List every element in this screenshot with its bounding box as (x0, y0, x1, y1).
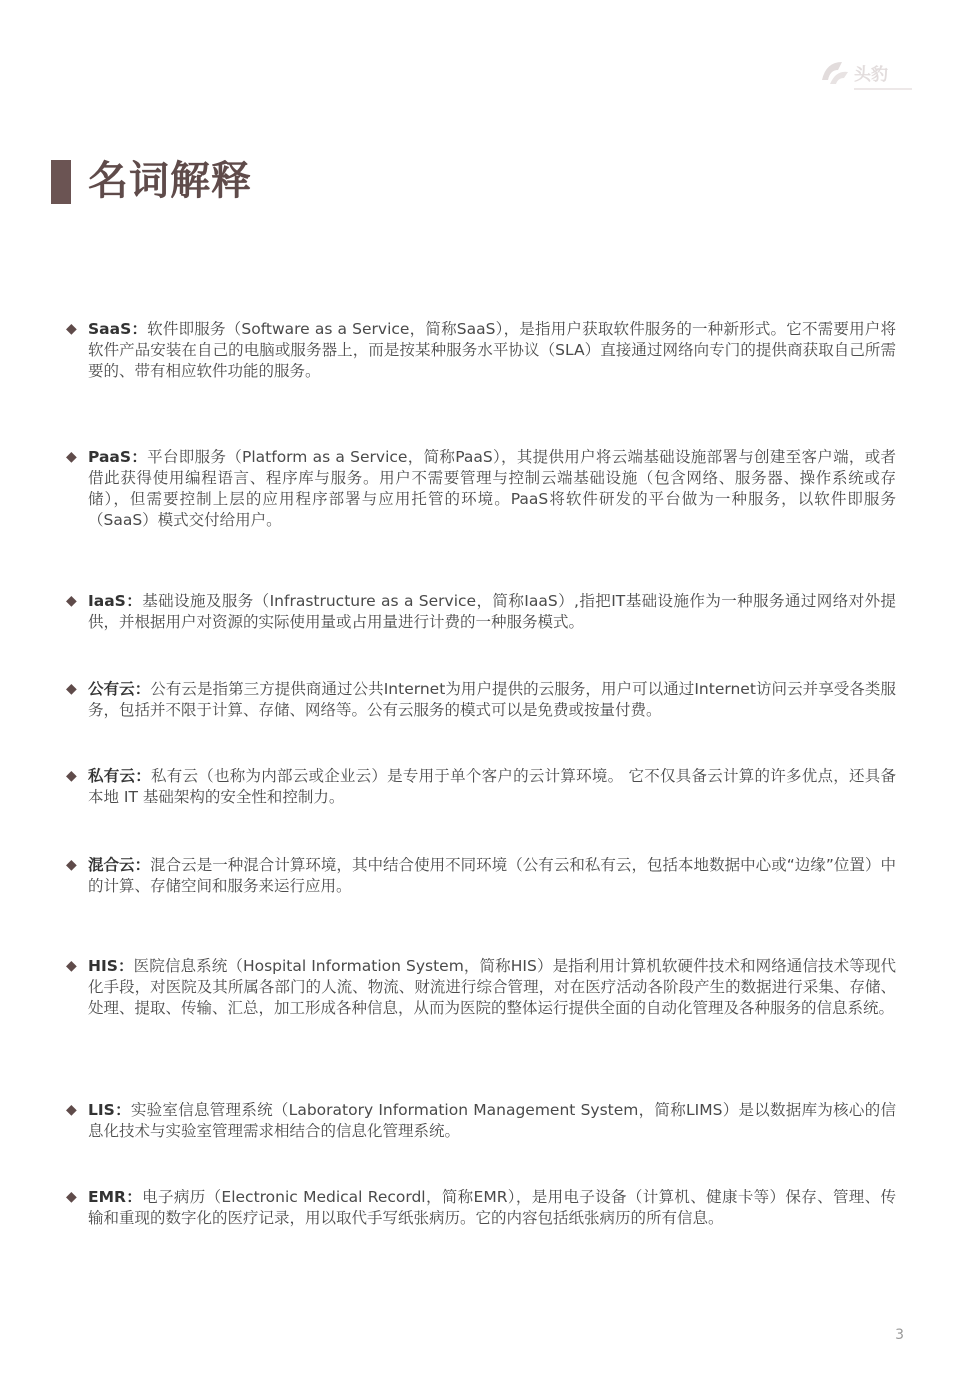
term-item-emr (66, 1187, 896, 1229)
term-description: 公有云是指第三方提供商通过公共Internet为用户提供的云服务，用户可以通过Internet访问云并享受各类服务，包括并不限于计算、存储、网络等。公有云服务的模式可以是免费或按量付费。 (88, 680, 896, 719)
term-description: 混合云是一种混合计算环境，其中结合使用不同环境（公有云和私有云，包括本地数据中心或“边缘”位置）中的计算、存储空间和服务来运行应用。 (88, 856, 896, 895)
term-name: SaaS： (88, 320, 148, 338)
term-item-private-cloud (66, 766, 896, 808)
diamond-bullet-icon: ◆ (66, 857, 77, 873)
term-description: 医院信息系统（Hospital Information System，简称HIS）是指利用计算机软硬件技术和网络通信技术等现代化手段，对医院及其所属各部门的人流、物流、财流进行综合管理，对在医疗活动各阶段产生的数据进行采集、存储、处理、提取、传输、汇总，加工形成各种信息，从而为医院的整体运行提供全面的自动化管理及各种服务的信息系统。 (88, 957, 897, 1017)
logo-text: 头豹 (854, 65, 888, 85)
term-item-his (66, 956, 896, 1019)
page-title: 名词解释 (88, 158, 252, 204)
term-item-saas (66, 319, 896, 382)
term-name: 私有云： (88, 767, 151, 785)
term-item-lis (66, 1100, 896, 1142)
term-item-iaas (66, 591, 896, 633)
diamond-bullet-icon: ◆ (66, 449, 77, 465)
logo (812, 50, 922, 100)
term-description: 平台即服务（Platform as a Service，简称PaaS），其提供用户将云端基础设施部署与创建至客户端，或者借此获得使用编程语言、程序库与服务。用户不需要管理与控制云端基础设施（包含网络、服务器、操作系统或存储），但需要控制上层的应用程序部署与应用托管的环境。PaaS将软件研发的平台做为一种服务，以软件即服务（SaaS）模式交付给用户。 (88, 448, 896, 529)
diamond-bullet-icon: ◆ (66, 1189, 77, 1205)
term-item-hybrid-cloud (66, 855, 896, 897)
diamond-bullet-icon: ◆ (66, 958, 77, 974)
term-item-paas (66, 447, 896, 531)
term-description: 基础设施及服务（Infrastructure as a Service，简称IaaS）,指把IT基础设施作为一种服务通过网络对外提供，并根据用户对资源的实际使用量或占用量进行计费的一种服务模式。 (88, 592, 896, 631)
term-description: 电子病历（Electronic Medical Recordl，简称EMR），是用电子设备（计算机、健康卡等）保存、管理、传输和重现的数字化的医疗记录，用以取代手写纸张病历。它的内容包括纸张病历的所有信息。 (88, 1188, 896, 1227)
diamond-bullet-icon: ◆ (66, 593, 77, 609)
term-name: 公有云： (88, 680, 151, 698)
diamond-bullet-icon: ◆ (66, 681, 77, 697)
term-name: LIS： (88, 1101, 131, 1119)
diamond-bullet-icon: ◆ (66, 321, 77, 337)
logo-mark (812, 50, 922, 100)
page-number: 3 (895, 1327, 904, 1343)
term-description: 软件即服务（Software as a Service，简称SaaS），是指用户获取软件服务的一种新形式。它不需要用户将软件产品安装在自己的电脑或服务器上，而是按某种服务水平协议（SLA）直接通过网络向专门的提供商获取自己所需要的、带有相应软件功能的服务。 (88, 320, 896, 380)
term-description: 私有云（也称为内部云或企业云）是专用于单个客户的云计算环境。 它不仅具备云计算的许多优点，还具备本地 IT 基础架构的安全性和控制力。 (88, 767, 896, 806)
title-accent-bar (51, 160, 71, 204)
term-name: EMR： (88, 1188, 143, 1206)
diamond-bullet-icon: ◆ (66, 1102, 77, 1118)
diamond-bullet-icon: ◆ (66, 768, 77, 784)
term-name: 混合云： (88, 856, 151, 874)
term-description: 实验室信息管理系统（Laboratory Information Management System，简称LIMS）是以数据库为核心的信息化技术与实验室管理需求相结合的信息化管理系统。 (88, 1101, 896, 1140)
term-name: IaaS： (88, 592, 143, 610)
term-name: PaaS： (88, 448, 148, 466)
term-name: HIS： (88, 957, 134, 975)
term-item-public-cloud (66, 679, 896, 721)
